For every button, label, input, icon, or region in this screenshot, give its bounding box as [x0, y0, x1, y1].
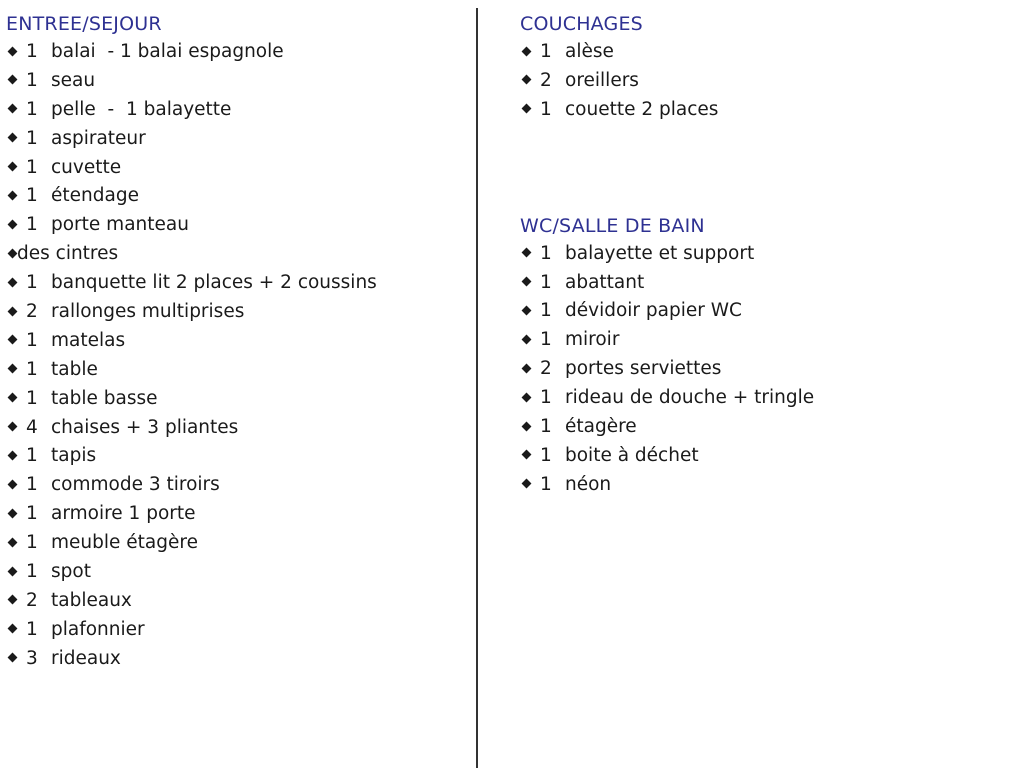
list-item — [6, 442, 466, 471]
item-quantity: 2 — [26, 301, 38, 323]
item-label: seau — [51, 69, 96, 91]
bullet-icon — [522, 421, 532, 431]
item-label: rideaux — [51, 647, 121, 669]
bullet-icon — [8, 277, 18, 287]
item-label: tapis — [51, 445, 97, 467]
item-label: oreillers — [565, 69, 639, 91]
section-wc-salle-de-bain — [520, 212, 1000, 500]
bullet-icon — [8, 75, 18, 85]
bullet-icon — [8, 248, 18, 258]
bullet-icon — [8, 479, 18, 489]
list-item — [520, 297, 1000, 326]
bullet-icon — [522, 392, 532, 402]
bullet-icon — [8, 104, 18, 114]
item-label: pelle - 1 balayette — [51, 98, 232, 120]
item-label: dévidoir papier WC — [565, 300, 742, 322]
bullet-icon — [522, 277, 532, 287]
section-title-couchages: COUCHAGES — [520, 13, 643, 35]
item-quantity: 1 — [540, 300, 552, 322]
item-quantity: 1 — [540, 473, 552, 495]
item-quantity: 1 — [26, 445, 38, 467]
item-label: abattant — [565, 271, 645, 293]
item-quantity: 1 — [26, 156, 38, 178]
bullet-icon — [8, 133, 18, 143]
item-quantity: 1 — [540, 98, 552, 120]
list-item — [6, 269, 466, 298]
item-quantity: 1 — [26, 272, 38, 294]
list-item — [6, 240, 466, 269]
item-quantity: 1 — [26, 69, 38, 91]
item-quantity: 1 — [26, 41, 38, 62]
section-title-entree-sejour: ENTREE/SEJOUR — [6, 13, 162, 35]
list-item — [6, 587, 466, 616]
bullet-icon — [522, 363, 532, 373]
bullet-icon — [8, 219, 18, 229]
list-item — [6, 471, 466, 500]
item-label: plafonnier — [51, 618, 145, 640]
item-label: cuvette — [51, 156, 122, 178]
item-quantity: 1 — [26, 387, 38, 409]
item-label: aspirateur — [51, 127, 146, 149]
item-quantity: 1 — [26, 618, 38, 640]
item-quantity: 2 — [540, 358, 552, 380]
item-label: rideau de douche + tringle — [565, 387, 815, 409]
bullet-icon — [8, 595, 18, 605]
list-item — [520, 355, 1000, 384]
bullet-icon — [522, 104, 532, 114]
list-item — [520, 269, 1000, 298]
item-quantity: 1 — [26, 329, 38, 351]
item-label: porte manteau — [51, 214, 189, 236]
list-item — [6, 356, 466, 385]
column-divider — [476, 8, 478, 768]
list-item — [6, 96, 466, 125]
bullet-icon — [522, 479, 532, 489]
bullet-icon — [522, 306, 532, 316]
list-item — [6, 67, 466, 96]
item-quantity: 4 — [26, 416, 38, 438]
list-item — [520, 326, 1000, 355]
item-quantity: 1 — [540, 242, 552, 264]
list-item — [520, 240, 1000, 269]
right-column — [520, 10, 1000, 500]
item-quantity: 1 — [26, 532, 38, 554]
item-quantity: 1 — [540, 329, 552, 351]
item-label: miroir — [565, 329, 620, 351]
list-item — [6, 616, 466, 645]
list-item — [6, 327, 466, 356]
bullet-icon — [8, 566, 18, 576]
item-quantity: 1 — [540, 387, 552, 409]
item-label: balai - 1 balai espagnole — [51, 41, 284, 62]
list-item — [6, 298, 466, 327]
item-quantity: 1 — [540, 416, 552, 438]
item-quantity: 3 — [26, 647, 38, 669]
list-item — [520, 413, 1000, 442]
list-item — [6, 385, 466, 414]
item-label: balayette et support — [565, 242, 755, 264]
item-quantity: 1 — [540, 271, 552, 293]
item-quantity: 1 — [26, 98, 38, 120]
bullet-icon — [522, 46, 532, 56]
bullet-icon — [522, 334, 532, 344]
bullet-icon — [522, 248, 532, 258]
item-label: étendage — [51, 185, 139, 207]
list-item — [520, 96, 1000, 125]
item-label: meuble étagère — [51, 532, 198, 554]
bullet-icon — [8, 46, 18, 56]
item-quantity: 1 — [26, 358, 38, 380]
item-quantity: 2 — [540, 69, 552, 91]
item-quantity: 1 — [540, 444, 552, 466]
bullet-icon — [8, 364, 18, 374]
item-list-entree-sejour — [6, 38, 466, 674]
list-item — [520, 38, 1000, 67]
item-quantity: 1 — [26, 127, 38, 149]
left-column — [6, 10, 466, 674]
item-label: boite à déchet — [565, 444, 699, 466]
list-item — [6, 125, 466, 154]
list-item — [6, 38, 466, 67]
list-item — [520, 471, 1000, 500]
item-quantity: 1 — [26, 561, 38, 583]
bullet-icon — [8, 335, 18, 345]
item-label: rallonges multiprises — [51, 301, 245, 323]
bullet-icon — [8, 162, 18, 172]
bullet-icon — [8, 191, 18, 201]
item-label: table — [51, 358, 98, 380]
bullet-icon — [8, 508, 18, 518]
list-item — [6, 182, 466, 211]
bullet-icon — [8, 422, 18, 432]
item-quantity: 1 — [540, 41, 552, 62]
list-item — [6, 154, 466, 183]
item-quantity: 2 — [26, 589, 38, 611]
bullet-icon — [522, 75, 532, 85]
item-label: banquette lit 2 places + 2 coussins — [51, 272, 377, 294]
list-item — [6, 558, 466, 587]
bullet-icon — [8, 393, 18, 403]
item-list-couchages — [520, 38, 1000, 125]
bullet-icon — [8, 451, 18, 461]
list-item — [520, 442, 1000, 471]
item-quantity: 1 — [26, 503, 38, 525]
item-label: alèse — [565, 41, 614, 62]
item-label: chaises + 3 pliantes — [51, 416, 239, 438]
item-label: étagère — [565, 416, 637, 438]
item-label: néon — [565, 473, 612, 495]
section-title-wc-salle-de-bain: WC/SALLE DE BAIN — [520, 214, 705, 237]
list-item — [520, 384, 1000, 413]
list-item — [6, 645, 466, 674]
item-label: portes serviettes — [565, 358, 722, 380]
list-item — [6, 529, 466, 558]
list-item — [520, 67, 1000, 96]
bullet-icon — [8, 306, 18, 316]
bullet-icon — [522, 450, 532, 460]
item-label: des cintres — [17, 243, 119, 265]
list-item — [6, 500, 466, 529]
item-quantity: 1 — [26, 474, 38, 496]
item-quantity: 1 — [26, 214, 38, 236]
item-label: tableaux — [51, 589, 132, 611]
bullet-icon — [8, 624, 18, 634]
item-label: matelas — [51, 329, 126, 351]
item-quantity: 1 — [26, 185, 38, 207]
list-item — [6, 414, 466, 443]
bullet-icon — [8, 653, 18, 663]
item-label: spot — [51, 561, 91, 583]
item-label: commode 3 tiroirs — [51, 474, 220, 496]
section-couchages — [520, 10, 1000, 125]
item-label: armoire 1 porte — [51, 503, 196, 525]
item-label: table basse — [51, 387, 158, 409]
item-list-wc-salle-de-bain — [520, 240, 1000, 500]
bullet-icon — [8, 537, 18, 547]
list-item — [6, 211, 466, 240]
item-label: couette 2 places — [565, 98, 719, 120]
